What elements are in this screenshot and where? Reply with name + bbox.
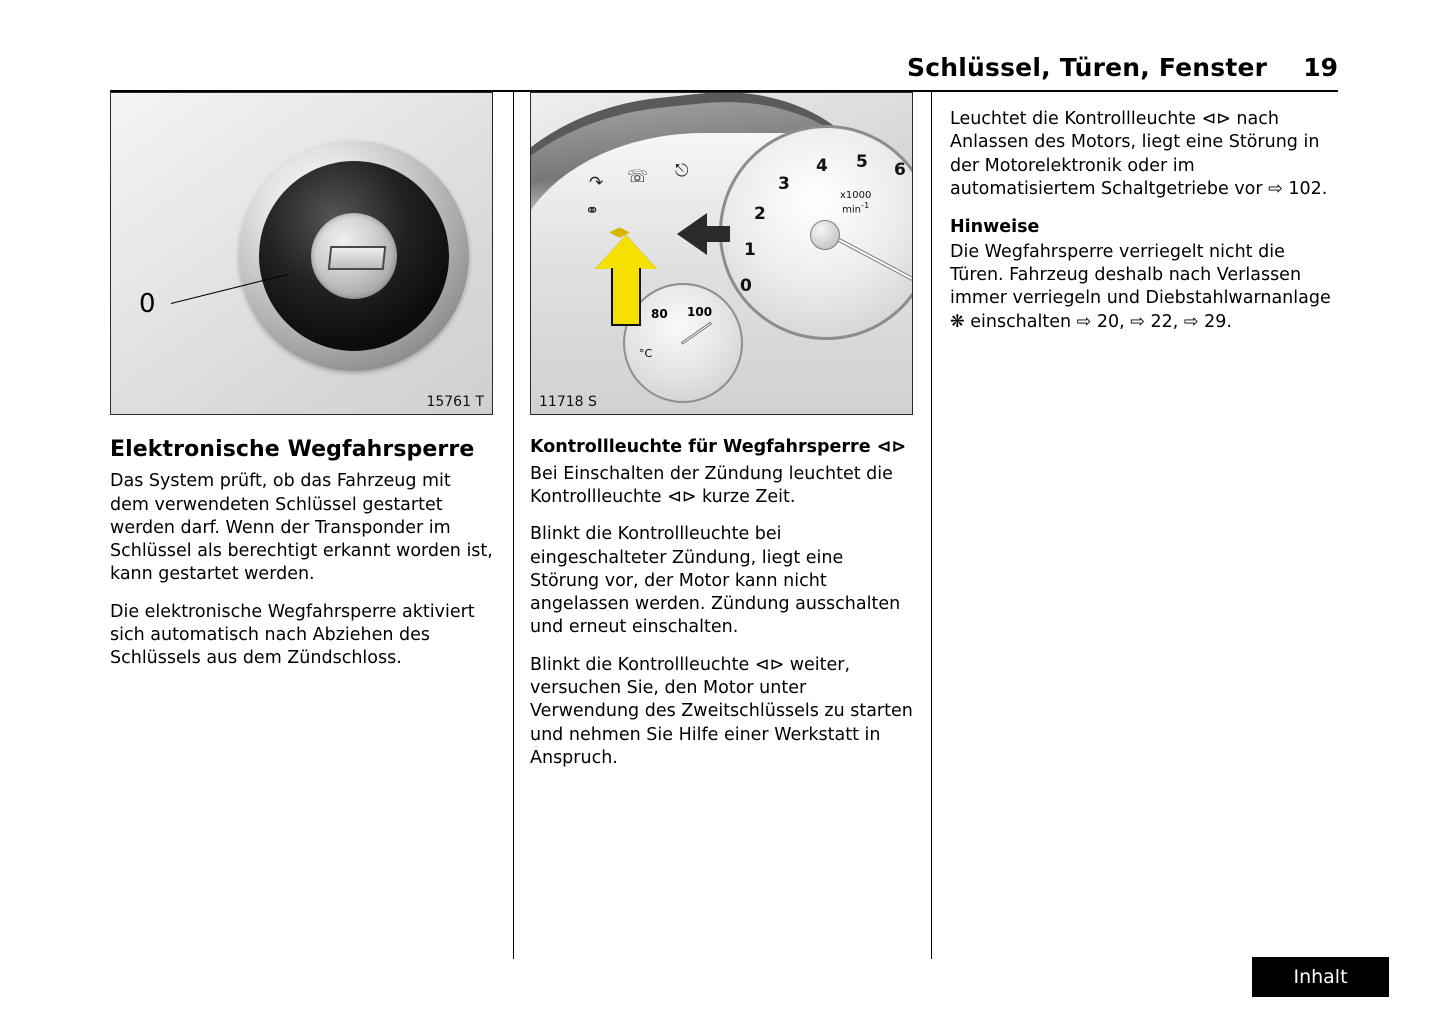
- page-header: [110, 38, 1338, 80]
- tacho-unit-exp: -1: [860, 200, 870, 210]
- glowplug-icon: ↷: [589, 173, 604, 193]
- col2-paragraph-3: Blinkt die Kontrollleuchte ⊲⊳ weiter, versuchen Sie, den Motor unter Verwendung des Zweitschlüssels zu starten und nehmen Sie Hilfe einer Werkstatt in Anspruch.: [530, 654, 913, 768]
- figure-code: 15761 T: [426, 394, 484, 410]
- temp-number-80: 80: [651, 307, 668, 321]
- tacho-number-3: 3: [778, 174, 790, 194]
- col1-paragraph-1: Das System prüft, ob das Fahrzeug mit dem verwendeten Schlüssel gestartet werden darf. Wenn der Transponder im Schlüssel als berechtigt erkannt worden ist, kann gestartet werden.: [110, 471, 493, 585]
- figure-instrument-cluster: [530, 92, 913, 415]
- figure-ignition-lock: [110, 92, 493, 415]
- inhalt-button-label: Inhalt: [1293, 966, 1348, 988]
- engine-icon: ⚭: [585, 201, 600, 221]
- subsection-title: Kontrollleuchte für Wegfahrsperre ⊲⊳: [530, 437, 906, 457]
- page-title: Schlüssel, Türen, Fenster: [907, 53, 1268, 82]
- col3-intro-paragraph: Leuchtet die Kontrollleuchte ⊲⊳ nach Anlassen des Motors, liegt eine Störung in der Motorelektronik oder im automatisiertem Schaltgetriebe vor ⇨ 102.: [950, 109, 1328, 199]
- highlight-arrow-head: [595, 235, 657, 269]
- ignition-lock-illustration: [111, 93, 492, 414]
- tacho-number-2: 2: [754, 204, 766, 224]
- immobilizer-telltale-icon: ◂▸: [609, 219, 631, 243]
- seatbelt-icon: ⎋: [675, 161, 689, 181]
- turn-signal-arrow-tail: [706, 226, 730, 242]
- key-slot-icon: [328, 246, 387, 270]
- highlight-arrow-shaft: [611, 268, 641, 326]
- figure-code: 11718 S: [539, 394, 597, 410]
- tacho-unit-label: [840, 190, 871, 215]
- tacho-hub: [810, 220, 840, 250]
- lock-cylinder: [311, 213, 397, 299]
- temp-number-100: 100: [687, 305, 713, 319]
- lock-dark-ring: [259, 161, 449, 351]
- lock-outer-ring: [239, 141, 469, 371]
- telltale-row: [571, 161, 731, 221]
- col2-paragraph-1: Bei Einschalten der Zündung leuchtet die Kontrollleuchte ⊲⊳ kurze Zeit.: [530, 463, 893, 508]
- airbag-icon: ☏: [627, 167, 649, 187]
- tacho-unit-x1000: x1000: [840, 190, 872, 201]
- highlight-arrow: [603, 235, 649, 327]
- tacho-unit-min: min: [842, 204, 861, 216]
- tacho-number-0: 0: [740, 276, 752, 296]
- col2-paragraph-2: Blinkt die Kontrollleuchte bei eingeschalteter Zündung, liegt eine Störung vor, der Motor kann nicht angelassen werden. Zündung ausschalten und erneut einschalten.: [530, 524, 901, 638]
- temp-unit-label: °C: [639, 347, 653, 360]
- col3-notes-paragraph: Die Wegfahrsperre verriegelt nicht die Türen. Fahrzeug deshalb nach Verlassen immer verriegeln und Diebstahlwarnanlage ❋ einschalten ⇨ 20, ⇨ 22, ⇨ 29.: [950, 241, 1331, 332]
- tacho-number-4: 4: [816, 156, 828, 176]
- inhalt-button[interactable]: [1252, 957, 1389, 997]
- tacho-number-6: 6: [894, 160, 906, 180]
- column-divider-1: [513, 92, 514, 959]
- column-3: [950, 92, 1338, 344]
- column-2: [530, 92, 913, 784]
- callout-label-0: 0: [139, 289, 156, 319]
- page-number: 19: [1303, 53, 1338, 82]
- tacho-number-1: 1: [744, 240, 756, 260]
- temp-needle: [681, 322, 712, 345]
- col1-paragraph-2: Die elektronische Wegfahrsperre aktiviert sich automatisch nach Abziehen des Schlüssels aus dem Zündschloss.: [110, 601, 475, 669]
- section-title: Elektronische Wegfahrsperre: [110, 437, 475, 462]
- tacho-number-5: 5: [856, 152, 868, 172]
- turn-signal-arrow-icon: [677, 213, 707, 255]
- column-1: [110, 92, 493, 684]
- notes-title: Hinweise: [950, 217, 1040, 238]
- instrument-cluster-illustration: [531, 93, 912, 414]
- column-divider-2: [931, 92, 932, 959]
